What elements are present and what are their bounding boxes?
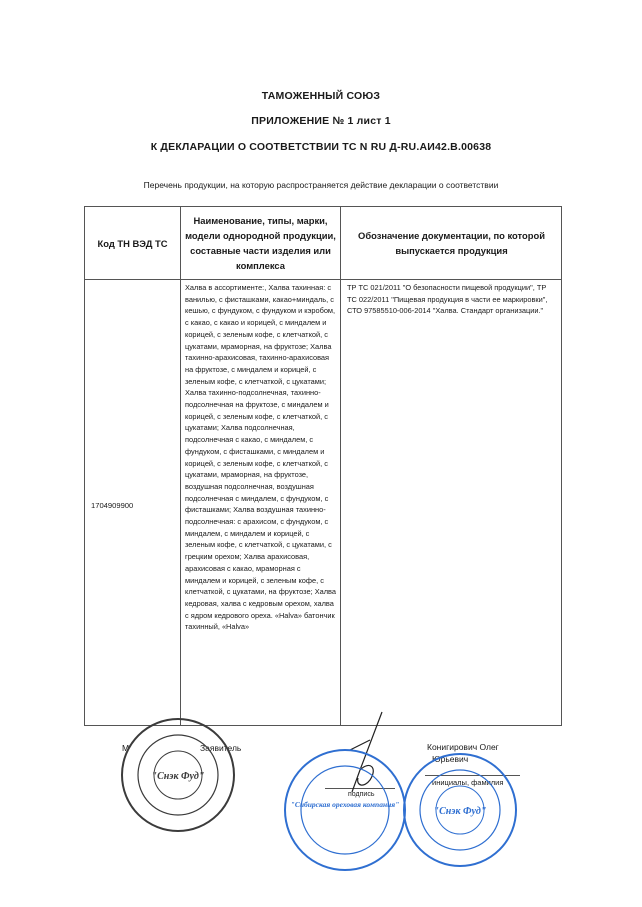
header-doc <box>341 207 562 279</box>
signer-name: Конигирович Олег <box>427 742 499 752</box>
header-declaration: К ДЕКЛАРАЦИИ О СООТВЕТСТВИИ ТС N RU Д-RU.АИ42.В.00638 <box>150 141 492 153</box>
cell-doc: ТР ТС 021/2011 "О безопасности пищевой продукции", ТР ТС 022/2011 "Пищевая продукция в части ее маркировки", СТО 97585510-006-2014 "Халва. Стандарт организации." <box>347 283 548 316</box>
cell-name: Халва в ассортименте:, Халва тахинная: с ванилью, с фисташками, какао+миндаль, с кешью, с фундуком, с фундуком и кэробом, с какао, с какао и корицей, с миндалем и корицей, с зеленым кофе, с клетчаткой, с цукатами, мраморная, на фруктозе; Халва тахинно-арахисовая, тахинно-арахисовая на фруктозе, с миндалем и корицей, с зеленым кофе, с клетчаткой, с цукатами; Халва тахинно-подсолнечная, тахинно-подсолнечная на фруктозе, с миндалем и корицей, с зеленым кофе, с клетчаткой, с цукатами; Халва подсолнечная, подсолнечная с какао, с миндалем, с фундуком, с фисташками, с миндалем и корицей, с зеленым кофе, с клетчаткой, с цукатами, мраморная, на фруктозе, воздушная подсолнечная, воздушная подсолнечная с миндалем, с фундуком, с фисташками; Халва воздушная тахинно-подсолнечная: с арахисом, с фундуком, с миндалем, с миндалем и корицей, с зеленым кофе, с клетчаткой, с цукатами, с грецким орехом; Халва арахисовая, арахисовая с какао, мраморная с миндалем и корицей, с зеленым кофе, с клетчаткой, с цукатами, на фруктозе; Халва кедровая, халва с кедровым орехом, халва с ядром кедрового ореха. «Halva» батончик тахинный, «Halva» <box>185 283 336 632</box>
header-doc-text: Обозначение документации, по которой выпускается продукция <box>358 230 545 256</box>
intro-text: Перечень продукции, на которую распространяется действие декларации о соответствии <box>143 180 499 190</box>
stamp-snack-food-left <box>118 715 238 835</box>
signer-patronymic: Юрьевич <box>432 754 469 764</box>
initials-caption: инициалы, фамилия <box>432 778 504 787</box>
product-table <box>84 206 562 726</box>
stamp-left-center-text: "Снэк Фуд" <box>151 771 205 782</box>
cell-code: 1704909900 <box>91 501 134 510</box>
header-code-text: Код ТН ВЭД ТС <box>97 237 168 249</box>
header-name-text: Наименование, типы, марки, модели однородной продукции, составные части изделия или комплекса <box>185 215 336 271</box>
table-divider <box>340 207 341 725</box>
header-code <box>85 207 180 279</box>
header-union: ТАМОЖЕННЫЙ СОЮЗ <box>261 90 381 102</box>
table-divider <box>180 207 181 725</box>
applicant-label: Заявитель <box>200 743 242 753</box>
header-name <box>181 207 340 279</box>
stamp-right-center-text: "Снэк Фуд" <box>433 806 487 817</box>
header-appendix: ПРИЛОЖЕНИЕ № 1 лист 1 <box>251 115 391 127</box>
signature-caption: подпись <box>348 791 375 798</box>
table-header-divider <box>85 279 561 280</box>
stamp-siberian-nut-company <box>280 745 410 875</box>
stamp-middle-center-text: "Сибирская ореховая компания" <box>290 800 400 809</box>
signature-m-label: М <box>122 743 130 753</box>
stamp-snack-food-right <box>400 750 520 870</box>
